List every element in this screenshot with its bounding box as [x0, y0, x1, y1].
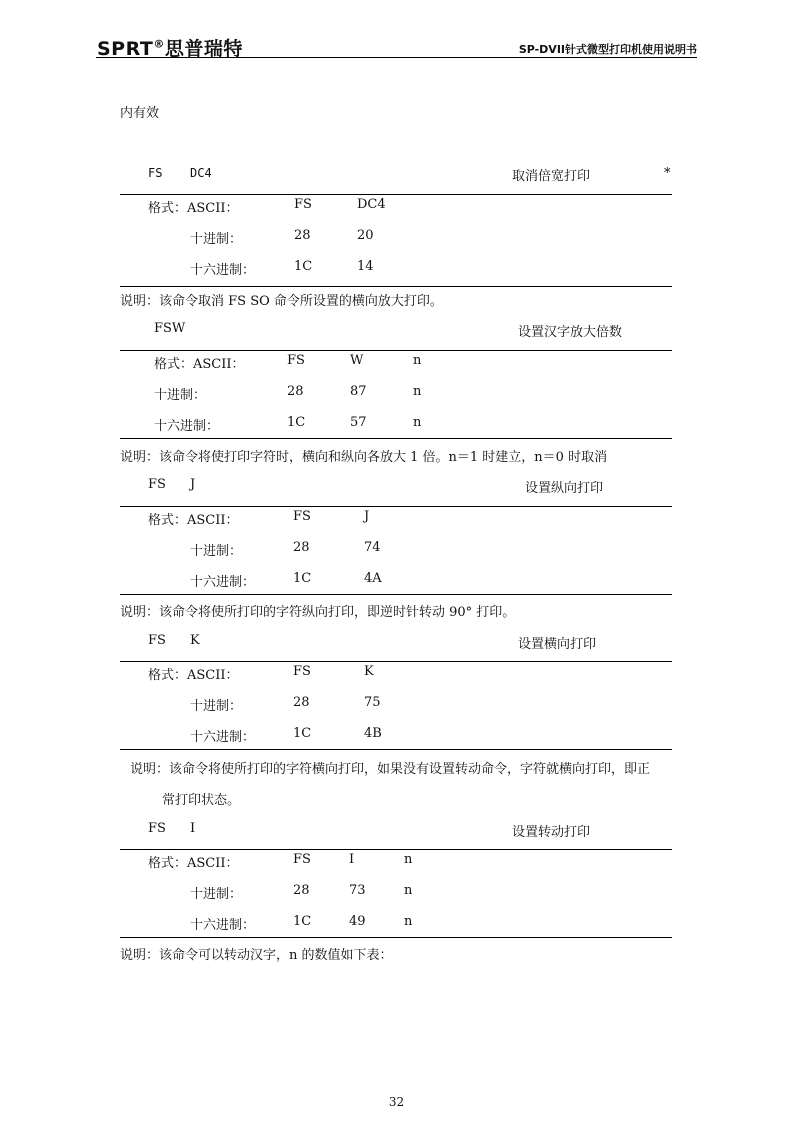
ascii-value: n	[413, 353, 422, 368]
ascii-value: I	[349, 852, 355, 867]
command-description-continued: 常打印状态。	[162, 793, 241, 808]
hex-value: 14	[357, 259, 374, 274]
decimal-value: 73	[349, 883, 366, 898]
ascii-value: n	[404, 852, 413, 867]
format-label: 格式：ASCII：	[148, 201, 239, 216]
ascii-value: FS	[294, 197, 312, 212]
command-code: FS	[148, 166, 163, 180]
ascii-value: FS	[287, 353, 305, 368]
command-description: 说明：该命令将使打印字符时，横向和纵向各放大 1 倍。n＝1 时建立，n＝0 时取消	[120, 450, 608, 465]
hex-value: 1C	[293, 726, 312, 741]
section-rule	[120, 937, 672, 938]
section-rule	[120, 194, 672, 195]
hex-value: 1C	[293, 914, 312, 929]
decimal-value: n	[404, 883, 413, 898]
hex-value: n	[404, 914, 413, 929]
hex-value: 1C	[294, 259, 313, 274]
asterisk-mark: *	[664, 166, 671, 181]
decimal-value: 75	[364, 695, 381, 710]
ascii-value: DC4	[357, 197, 386, 212]
command-code: DC4	[190, 166, 212, 180]
hex-value: 4A	[364, 571, 382, 586]
hex-label: 十六进制：	[190, 263, 256, 278]
hex-label: 十六进制：	[154, 419, 220, 434]
registered-mark: ®	[153, 37, 165, 51]
hex-value: 1C	[293, 571, 312, 586]
hex-label: 十六进制：	[190, 730, 256, 745]
command-title: 设置横向打印	[518, 637, 597, 652]
header-divider	[96, 57, 697, 58]
ascii-value: FS	[293, 509, 311, 524]
decimal-label: 十进制：	[190, 544, 243, 559]
ascii-value: FS	[293, 852, 311, 867]
hex-value: 49	[349, 914, 366, 929]
format-label: 格式：ASCII：	[154, 357, 245, 372]
hex-value: 4B	[364, 726, 382, 741]
decimal-label: 十进制：	[190, 887, 243, 902]
decimal-value: 28	[287, 384, 304, 399]
decimal-label: 十进制：	[154, 388, 207, 403]
command-code: FSW	[154, 321, 186, 336]
section-rule	[120, 661, 672, 662]
command-title: 设置汉字放大倍数	[518, 325, 623, 340]
ascii-value: W	[350, 353, 364, 368]
decimal-value: n	[413, 384, 422, 399]
command-code: FS	[148, 821, 166, 836]
command-code: FS	[148, 477, 166, 492]
hex-value: n	[413, 415, 422, 430]
hex-value: 57	[350, 415, 367, 430]
page-number: 32	[388, 1095, 405, 1109]
ascii-value: FS	[293, 664, 311, 679]
decimal-label: 十进制：	[190, 699, 243, 714]
decimal-value: 87	[350, 384, 367, 399]
command-code: FS	[148, 633, 166, 648]
hex-label: 十六进制：	[190, 918, 256, 933]
continued-text: 内有效	[120, 106, 160, 121]
section-rule	[120, 849, 672, 850]
decimal-value: 28	[293, 695, 310, 710]
command-code: K	[190, 633, 200, 648]
section-rule	[120, 350, 672, 351]
command-title: 设置纵向打印	[525, 481, 604, 496]
command-description: 说明：该命令将使所打印的字符横向打印，如果没有设置转动命令，字符就横向打印，即正	[130, 762, 651, 777]
command-title: 设置转动打印	[512, 825, 591, 840]
ascii-value: K	[364, 664, 374, 679]
document-title: SP-DVII针式微型打印机使用说明书	[518, 43, 697, 56]
format-label: 格式：ASCII：	[148, 668, 239, 683]
command-title: 取消倍宽打印	[512, 169, 591, 184]
decimal-value: 20	[357, 228, 374, 243]
decimal-value: 28	[294, 228, 311, 243]
brand-name: SPRT	[97, 38, 154, 60]
section-rule	[120, 286, 672, 287]
section-rule	[120, 594, 672, 595]
section-rule	[120, 506, 672, 507]
section-rule	[120, 438, 672, 439]
hex-value: 1C	[287, 415, 306, 430]
decimal-value: 74	[364, 540, 381, 555]
format-label: 格式：ASCII：	[148, 856, 239, 871]
command-description: 说明：该命令可以转动汉字，n 的数值如下表：	[120, 948, 393, 963]
decimal-value: 28	[293, 883, 310, 898]
format-label: 格式：ASCII：	[148, 513, 239, 528]
decimal-value: 28	[293, 540, 310, 555]
decimal-label: 十进制：	[190, 232, 243, 247]
command-description: 说明：该命令将使所打印的字符纵向打印，即逆时针转动 90° 打印。	[120, 605, 516, 620]
section-rule	[120, 749, 672, 750]
command-code: I	[190, 821, 196, 836]
command-description: 说明：该命令取消 FS SO 命令所设置的横向放大打印。	[120, 294, 443, 309]
brand-name-cn: 思普瑞特	[164, 38, 243, 60]
ascii-value: J	[364, 509, 370, 524]
hex-label: 十六进制：	[190, 575, 256, 590]
command-code: J	[190, 477, 196, 492]
